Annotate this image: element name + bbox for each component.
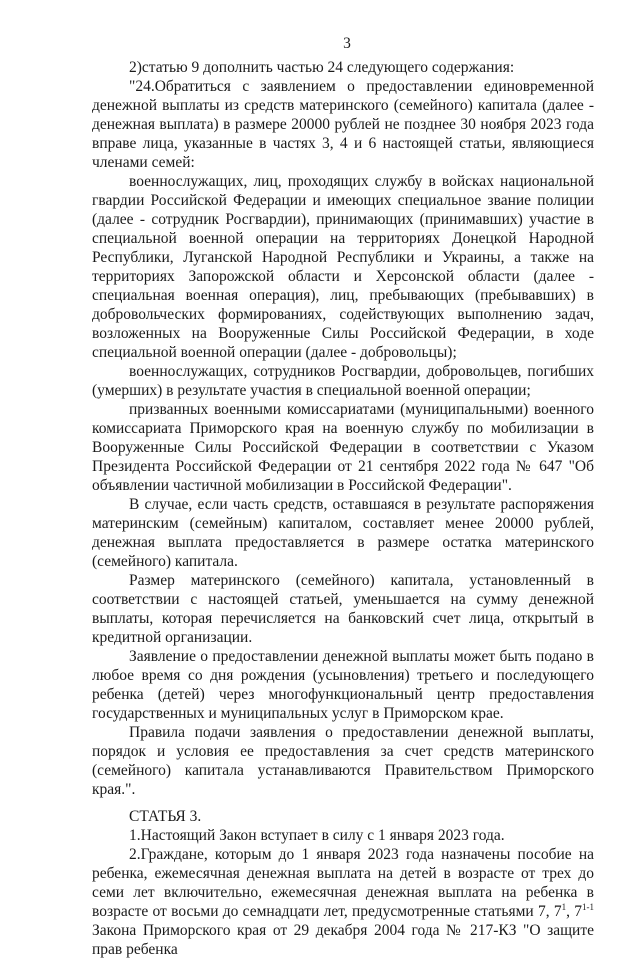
eligible-group-servicemen: военнослужащих, лиц, проходящих службу в войсках национальной гвардии Российской Федерации и имеющих специальное звание полиции (далее - сотрудник Росгвардии), принимающих (принимавших) участие в специальной военной операции на территориях Донецкой Народной Республики, Луганской Народной Республики и Украины, а также на территориях Запорожской области и Херсонской области (далее - специальная военная операция), лиц, пребывающих (пребывавших) в добровольческих формированиях, содействующих выполнению задач, возложенных на Вооруженные Силы Российской Федерации, в ходе специальной военной операции (далее - добровольцы);: [92, 173, 594, 361]
capital-reduction-clause: Размер материнского (семейного) капитала, установленный в соответствии с настоящей статьей, уменьшается на сумму денежной выплаты, которая перечисляется на банковский счет лица, открытый в кредитной организации.: [92, 572, 594, 646]
page-number: 3: [343, 35, 351, 52]
payment-remainder-clause: В случае, если часть средств, оставшаяся в результате распоряжения материнским (семейным) капиталом, составляет менее 20000 рублей, денежная выплата предоставляется в размере остатка материнского (семейного) капитала.: [92, 496, 594, 570]
item-2-text-middle: , 7: [566, 903, 583, 920]
article-3-title: СТАТЬЯ 3.: [129, 808, 202, 825]
item-2-text-end: Закона Приморского края от 29 декабря 2004 года № 217-КЗ "О защите прав ребенка: [92, 922, 594, 958]
section-gap: [92, 799, 594, 807]
article-3-item-1: 1.Настоящий Закон вступает в силу с 1 января 2023 года.: [129, 827, 505, 844]
application-submission-clause: Заявление о предоставлении денежной выплаты может быть подано в любое время со дня рождения (усыновления) третьего и последующего ребенка (детей) через многофункциональный центр предоставления государственных и муниципальных услуг в Приморском крае.: [92, 648, 594, 722]
part-24-intro: "24.Обратиться с заявлением о предоставлении единовременной денежной выплаты из средств материнского (семейного) капитала (далее - денежная выплата) в размере 20000 рублей не позднее 30 ноября 2023 года вправе лица, указанные в частях 3, 4 и 6 настоящей статьи, являющиеся членами семей:: [92, 78, 594, 171]
superscript-1: 1: [561, 901, 567, 912]
eligible-group-mobilized: призванных военными комиссариатами (муниципальными) военного комиссариата Приморского края на военную службу по мобилизации в Вооруженные Силы Российской Федерации в соответствии с Указом Президента Российской Федерации от 21 сентября 2022 года № 647 "Об объявлении частичной мобилизации в Российской Федерации".: [92, 401, 594, 494]
item-2-text-start: 2.Граждане, которым до 1 января 2023 года назначены пособие на ребенка, ежемесячная денежная выплата на детей в возрасте от трех до семи лет включительно, ежемесячная денежная выплата на ребенка в возрасте от восьми до семнадцати лет, предусмотренные статьями 7, 7: [92, 846, 594, 920]
article-3-item-2: [92, 845, 594, 959]
amendment-intro: 2)статью 9 дополнить частью 24 следующего содержания:: [129, 59, 515, 76]
eligible-group-deceased: военнослужащих, сотрудников Росгвардии, добровольцев, погибших (умерших) в результате участия в специальной военной операции;: [92, 363, 594, 399]
superscript-1-1: 1-1: [582, 901, 595, 912]
rules-clause: Правила подачи заявления о предоставлении денежной выплаты, порядок и условия ее предоставления за счет средств материнского (семейного) капитала устанавливаются Правительством Приморского края.".: [92, 724, 594, 798]
